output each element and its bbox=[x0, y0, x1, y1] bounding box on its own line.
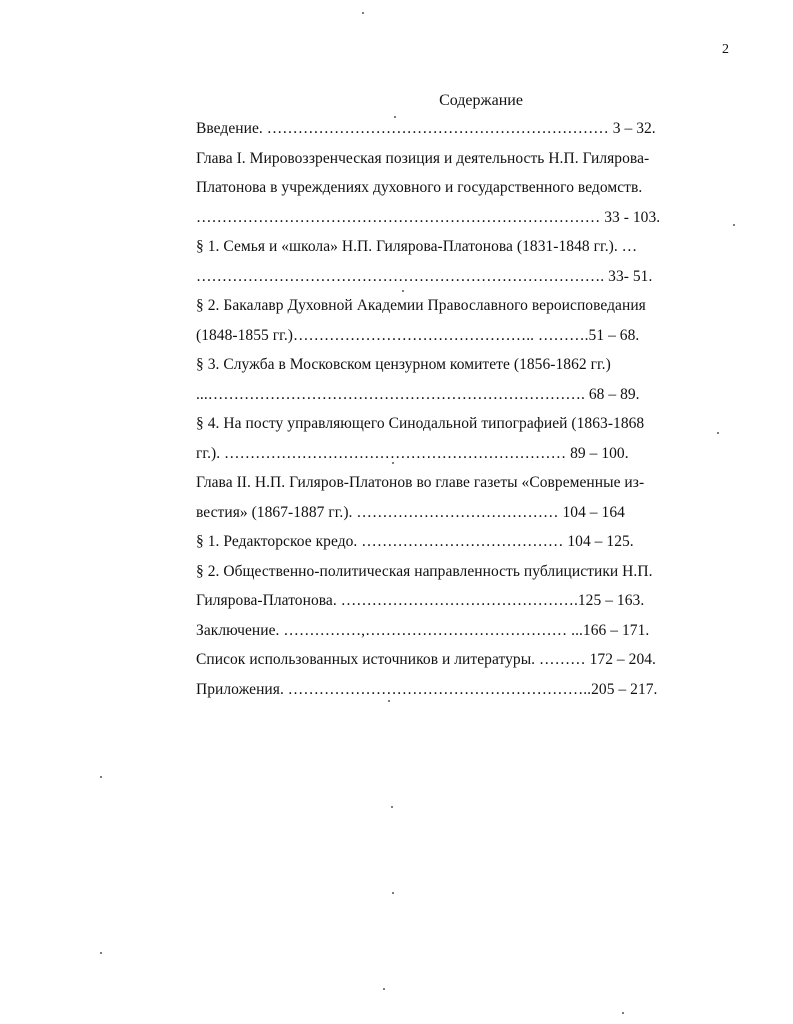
scan-speck bbox=[717, 432, 719, 434]
toc-line: …………………………………………………………………… 33 - 103. bbox=[196, 208, 661, 226]
toc-line: § 2. Бакалавр Духовной Академии Православного вероисповедания bbox=[196, 297, 646, 314]
table-of-contents bbox=[196, 88, 736, 704]
toc-line: Заключение. ……………,………………………………… ...166 – 171. bbox=[196, 621, 650, 639]
page-number: 2 bbox=[722, 42, 729, 57]
toc-line: Глава II. Н.П. Гиляров-Платонов во главе газеты «Современные из- bbox=[196, 474, 645, 491]
scan-speck bbox=[388, 700, 390, 702]
scan-speck bbox=[383, 988, 385, 990]
scan-speck bbox=[622, 1012, 624, 1014]
toc-line: § 4. На посту управляющего Синодальной типографией (1863-1868 bbox=[196, 415, 645, 432]
toc-line: (1848-1855 гг.)……………………………………….. ……….51 – 68. bbox=[196, 326, 640, 344]
scan-speck bbox=[391, 806, 393, 808]
toc-line: Приложения. …………………………………………………..205 – 217. bbox=[196, 680, 658, 698]
toc-line: § 1. Семья и «школа» Н.П. Гилярова-Платонова (1831-1848 гг.). … bbox=[196, 238, 638, 255]
toc-line: § 3. Служба в Московском цензурном комитете (1856-1862 гг.) bbox=[196, 356, 611, 373]
scan-speck bbox=[100, 952, 102, 954]
scan-speck bbox=[394, 116, 396, 118]
toc-line: Список использованных источников и литературы. ……… 172 – 204. bbox=[196, 651, 656, 668]
toc-line: Глава I. Мировоззренческая позиция и деятельность Н.П. Гилярова- bbox=[196, 149, 650, 167]
scan-speck bbox=[392, 462, 394, 464]
toc-line: Введение. ………………………………………………………… 3 – 32. bbox=[196, 120, 656, 137]
scan-speck bbox=[392, 892, 394, 894]
toc-line: Гилярова-Платонова. ……………………………………….125 – 163. bbox=[196, 592, 645, 609]
scan-speck bbox=[733, 224, 735, 226]
scan-speck bbox=[402, 290, 404, 292]
toc-line: § 2. Общественно-политическая направленность публицистики Н.П. bbox=[196, 562, 653, 580]
toc-title: Содержание bbox=[439, 92, 523, 109]
toc-line: ……………………………………………………………………. 33- 51. bbox=[196, 267, 653, 285]
toc-line: § 1. Редакторское кредо. ………………………………… 104 – 125. bbox=[196, 533, 634, 550]
toc-line: Платонова в учреждениях духовного и государственного ведомств. bbox=[196, 179, 643, 196]
toc-line: гг.). ………………………………………………………… 89 – 100. bbox=[196, 444, 629, 462]
toc-line: вестия» (1867-1887 гг.). ………………………………… 104 – 164 bbox=[196, 503, 625, 521]
scan-speck bbox=[100, 776, 102, 778]
scan-speck bbox=[362, 12, 364, 14]
toc-line: ...………………………………………………………………. 68 – 89. bbox=[196, 385, 640, 403]
